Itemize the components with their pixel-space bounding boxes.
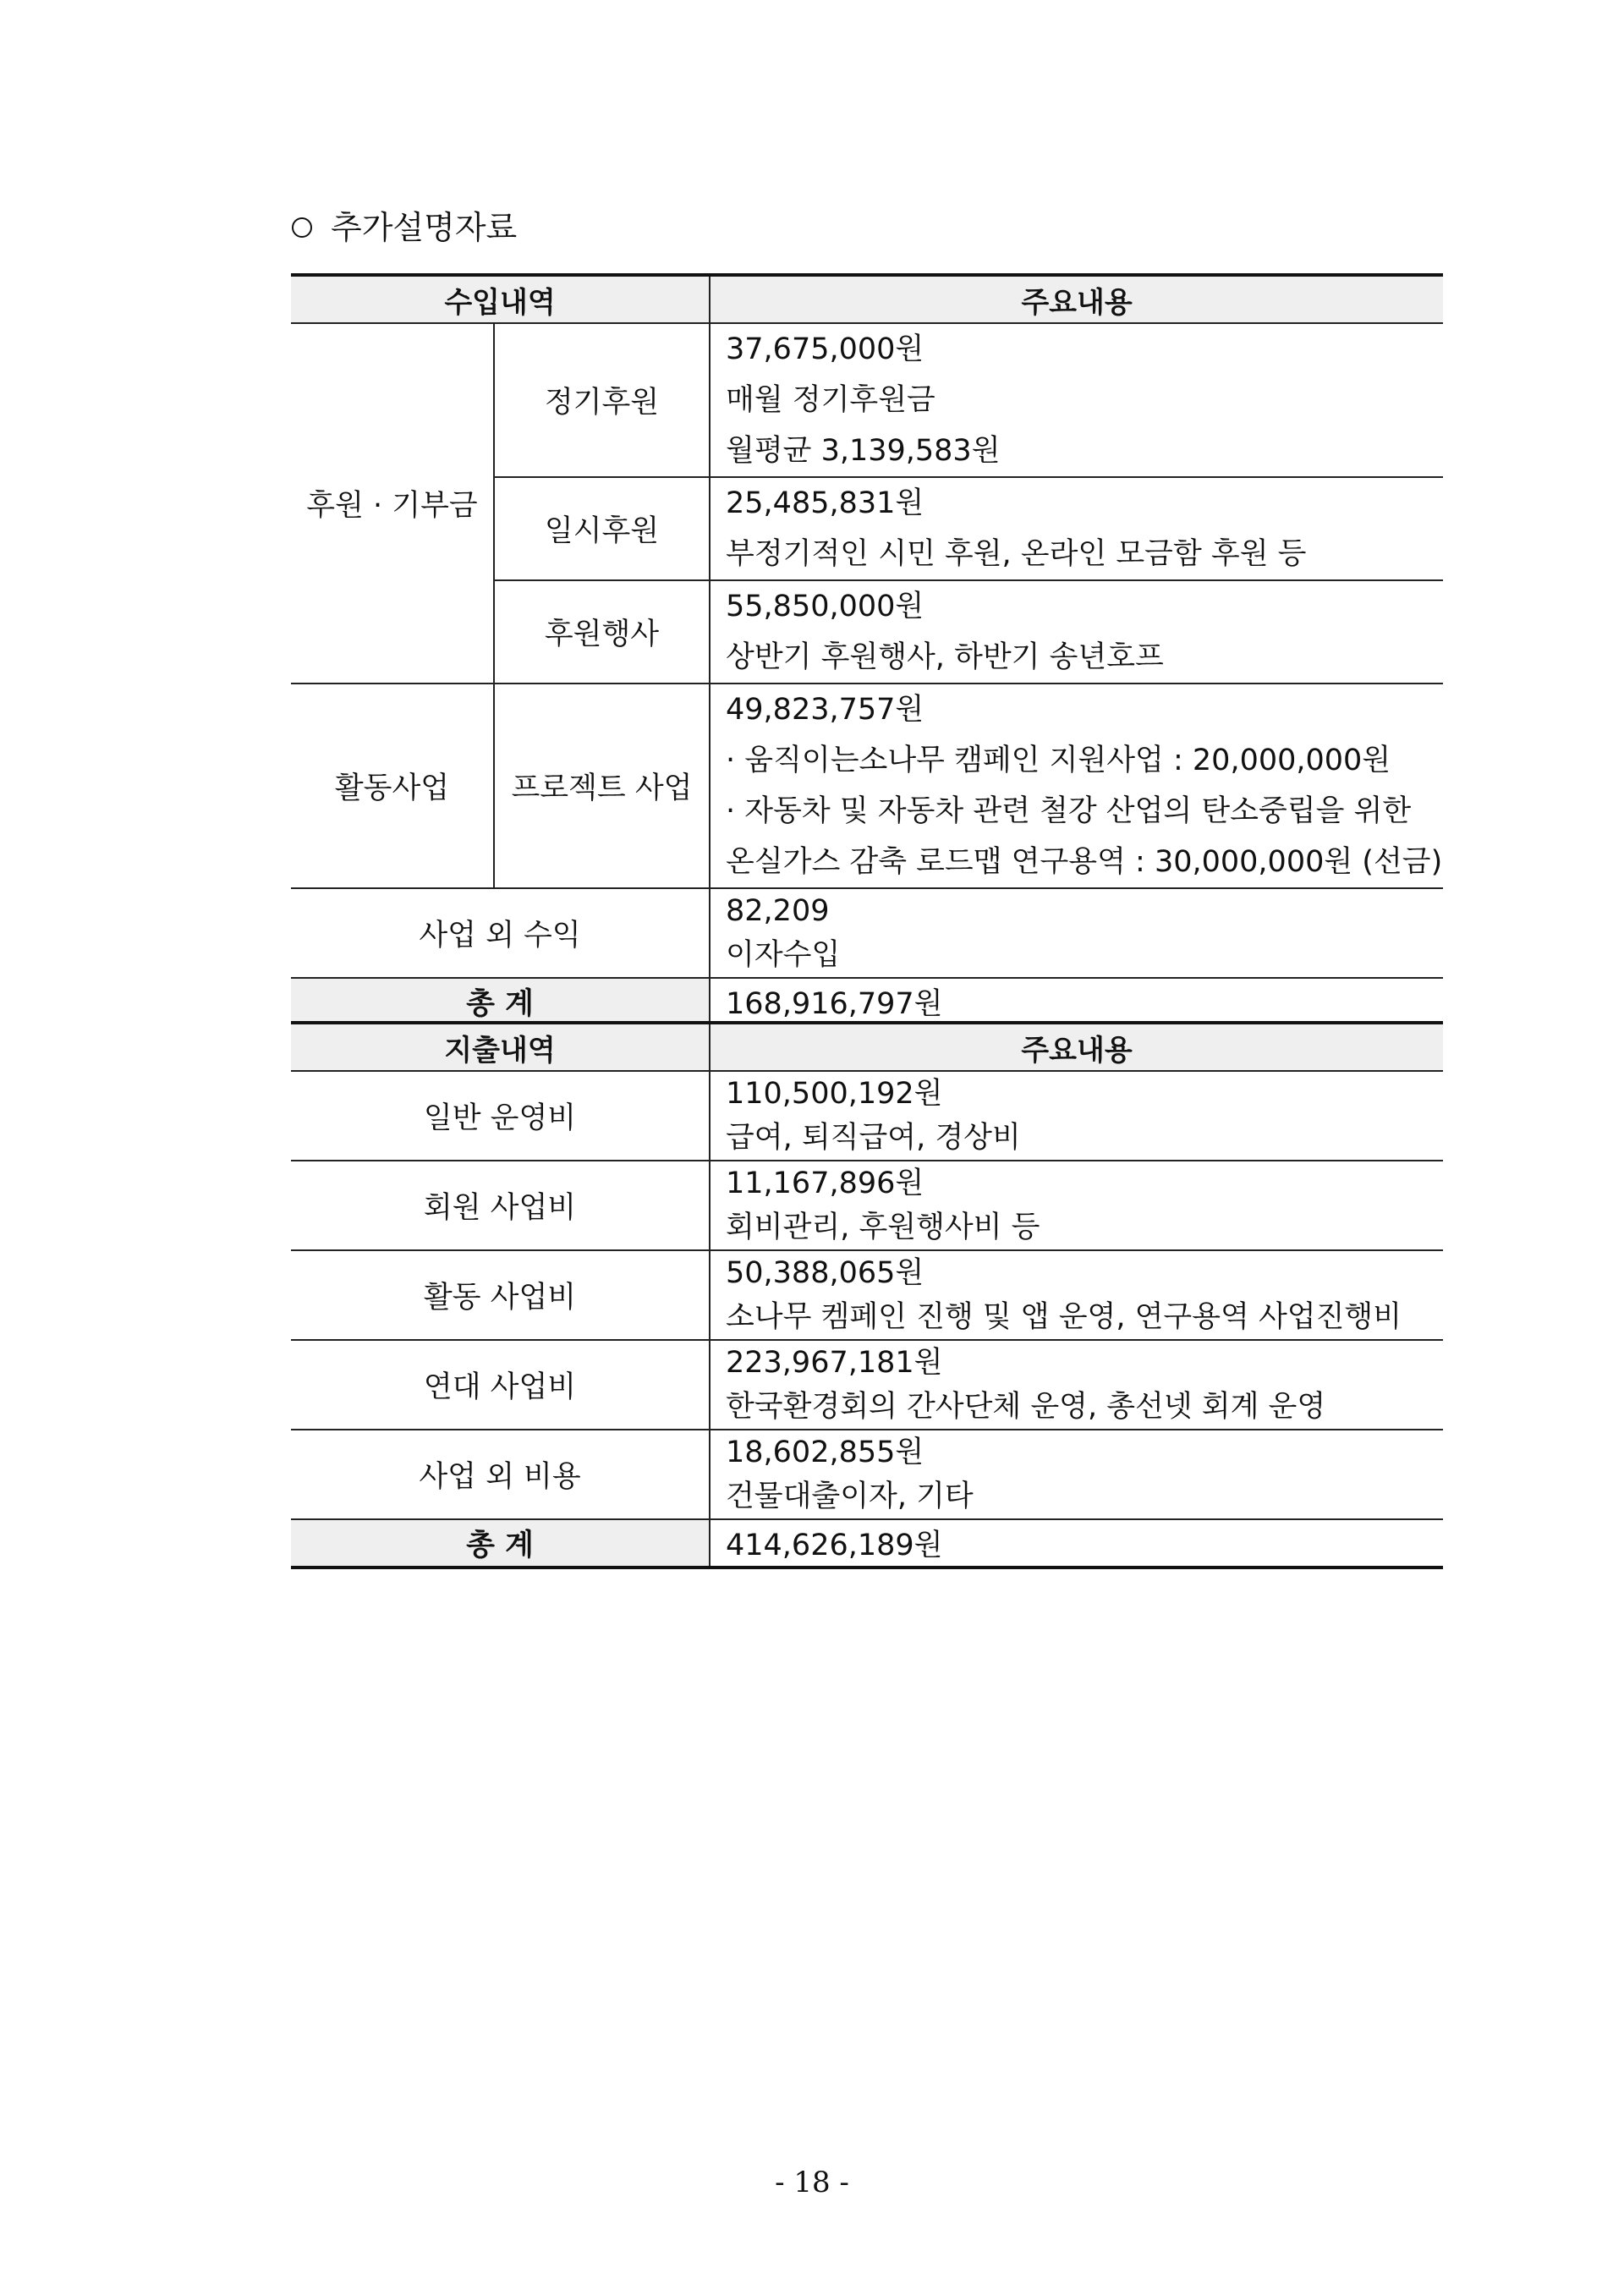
amount: 82,209 <box>726 894 830 928</box>
table-row <box>291 684 1443 888</box>
income-total-row <box>291 978 1443 1026</box>
expense-total-row <box>291 1519 1443 1568</box>
income-header-category: 수입내역 <box>291 275 710 323</box>
expense-category: 회원 사업비 <box>291 1161 710 1250</box>
income-other-category: 사업 외 수익 <box>291 888 710 978</box>
income-item-content <box>710 323 1443 477</box>
expense-header-row <box>291 1023 1443 1071</box>
income-item-name: 후원행사 <box>494 580 710 684</box>
income-table <box>291 273 1443 1028</box>
income-header-content: 주요내용 <box>710 275 1443 323</box>
expense-content <box>710 1250 1443 1340</box>
table-row <box>291 323 1443 477</box>
description: · 움직이는소나무 캠페인 지원사업 : 20,000,000원 <box>726 744 1391 777</box>
expense-header-category: 지출내역 <box>291 1023 710 1071</box>
income-header-row <box>291 275 1443 323</box>
expense-category: 일반 운영비 <box>291 1071 710 1161</box>
expense-category: 활동 사업비 <box>291 1250 710 1340</box>
income-total-value: 168,916,797원 <box>710 978 1443 1026</box>
amount: 25,485,831원 <box>726 486 924 520</box>
description: · 자동차 및 자동차 관련 철강 산업의 탄소중립을 위한 <box>726 794 1412 828</box>
section-title-text: 추가설명자료 <box>331 209 518 246</box>
amount: 11,167,896원 <box>726 1167 924 1200</box>
description: 급여, 퇴직급여, 경상비 <box>726 1121 1021 1155</box>
description: 이자수입 <box>726 938 841 972</box>
expense-table <box>291 1021 1443 1569</box>
expense-category: 연대 사업비 <box>291 1340 710 1430</box>
income-other-content <box>710 888 1443 978</box>
amount: 18,602,855원 <box>726 1436 924 1469</box>
income-total-label: 총 계 <box>291 978 710 1026</box>
expense-category: 사업 외 비용 <box>291 1430 710 1519</box>
amount: 223,967,181원 <box>726 1346 943 1380</box>
income-group-category: 후원 · 기부금 <box>291 323 494 684</box>
table-row <box>291 888 1443 978</box>
amount: 50,388,065원 <box>726 1256 924 1290</box>
income-item-name: 일시후원 <box>494 477 710 580</box>
description: 온실가스 감축 로드맵 연구용역 : 30,000,000원 (선금) <box>726 845 1443 879</box>
description: 소나무 켐페인 진행 및 앱 운영, 연구용역 사업진행비 <box>726 1300 1402 1334</box>
expense-content <box>710 1071 1443 1161</box>
amount: 110,500,192원 <box>726 1077 943 1111</box>
table-row <box>291 1071 1443 1161</box>
section-title <box>292 206 517 249</box>
expense-total-value: 414,626,189원 <box>710 1519 1443 1568</box>
expense-content <box>710 1340 1443 1430</box>
description: 회비관리, 후원행사비 등 <box>726 1211 1040 1244</box>
table-row <box>291 1161 1443 1250</box>
description: 월평균 3,139,583원 <box>726 434 1001 468</box>
expense-header-content: 주요내용 <box>710 1023 1443 1071</box>
description: 한국환경회의 간사단체 운영, 총선넷 회계 운영 <box>726 1390 1326 1424</box>
table-row <box>291 1250 1443 1340</box>
circle-bullet-icon <box>292 217 312 238</box>
income-item-content <box>710 580 1443 684</box>
income-item-content <box>710 684 1443 888</box>
expense-content <box>710 1161 1443 1250</box>
income-group-category: 활동사업 <box>291 684 494 888</box>
description: 건물대출이자, 기타 <box>726 1480 974 1513</box>
amount: 49,823,757원 <box>726 693 924 727</box>
page-number: - 18 - <box>775 2166 849 2199</box>
income-item-content <box>710 477 1443 580</box>
amount: 37,675,000원 <box>726 332 924 366</box>
income-item-name: 프로젝트 사업 <box>494 684 710 888</box>
expense-content <box>710 1430 1443 1519</box>
description: 매월 정기후원금 <box>726 383 935 417</box>
description: 부정기적인 시민 후원, 온라인 모금함 후원 등 <box>726 537 1307 571</box>
table-row <box>291 1340 1443 1430</box>
table-row <box>291 1430 1443 1519</box>
income-item-name: 정기후원 <box>494 323 710 477</box>
expense-total-label: 총 계 <box>291 1519 710 1568</box>
description: 상반기 후원행사, 하반기 송년호프 <box>726 640 1164 674</box>
amount: 55,850,000원 <box>726 590 924 623</box>
